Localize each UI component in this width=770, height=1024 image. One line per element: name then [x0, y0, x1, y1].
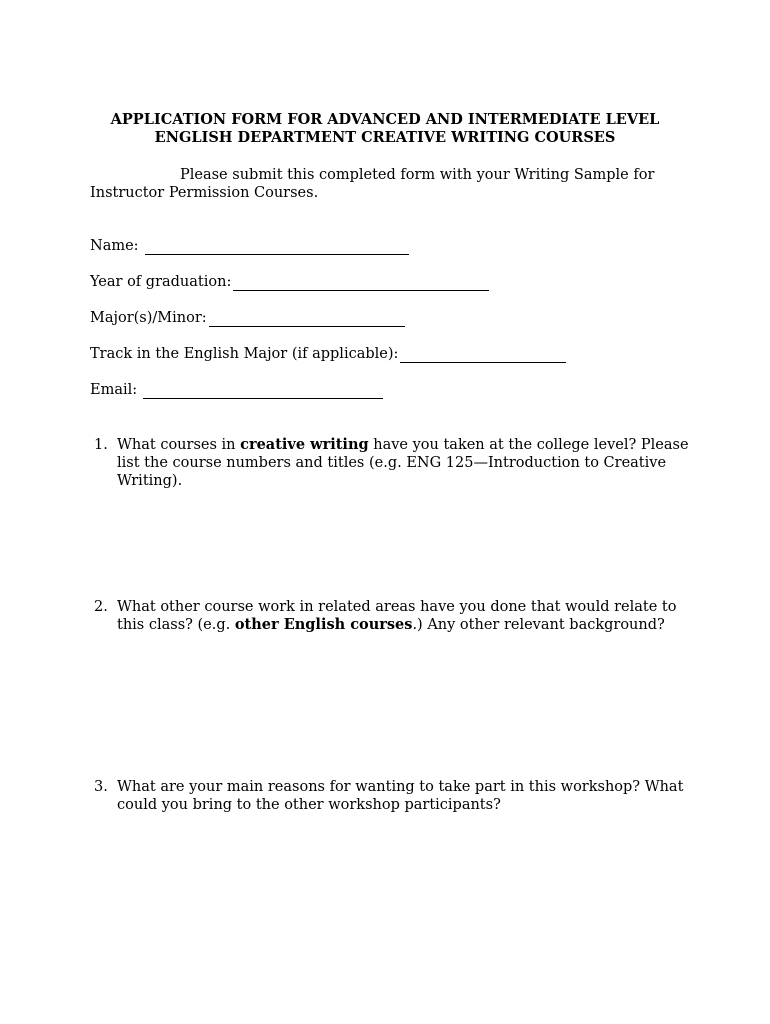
question-2-number: 2.	[94, 599, 108, 615]
form-title	[90, 111, 680, 147]
question-2-emphasis: other English courses	[234, 616, 413, 633]
major-minor-field[interactable]	[90, 309, 405, 327]
intro-text: Please submit this completed form with your Writing Sample for Instructor Permission Courses.	[90, 167, 655, 201]
intro-paragraph	[90, 166, 690, 202]
email-field[interactable]	[90, 381, 383, 399]
track-field[interactable]	[90, 345, 566, 363]
major-minor-label: Major(s)/Minor:	[90, 310, 207, 326]
email-label: Email:	[90, 382, 138, 398]
year-of-graduation-blank-line[interactable]	[233, 276, 489, 291]
question-3-text: What are your main reasons for wanting to take part in this workshop? What could you bring to the other workshop participants?	[117, 779, 684, 813]
major-minor-blank-line[interactable]	[209, 312, 405, 327]
track-blank-line[interactable]	[400, 348, 566, 363]
question-3-number: 3.	[94, 779, 108, 795]
form-title-line-1: APPLICATION FORM FOR ADVANCED AND INTERMEDIATE LEVEL	[110, 111, 660, 128]
name-blank-line[interactable]	[145, 240, 409, 255]
question-1-emphasis: creative writing	[240, 436, 369, 453]
question-1-number: 1.	[94, 437, 108, 453]
year-of-graduation-label: Year of graduation:	[90, 274, 232, 290]
question-1	[90, 436, 690, 490]
name-label: Name:	[90, 238, 139, 254]
form-title-line-2: ENGLISH DEPARTMENT CREATIVE WRITING COURSES	[154, 129, 616, 146]
year-of-graduation-field[interactable]	[90, 273, 489, 291]
email-blank-line[interactable]	[143, 384, 383, 399]
name-field[interactable]	[90, 237, 409, 255]
question-2-text: What other course work in related areas have you done that would relate to this class? (e.g. other English courses.) Any other relevant background?	[117, 599, 677, 633]
track-label: Track in the English Major (if applicable):	[90, 346, 399, 362]
question-1-text: What courses in creative writing have you taken at the college level? Please list the course numbers and titles (e.g. ENG 125—Introduction to Creative Writing).	[117, 436, 689, 489]
question-3	[90, 778, 690, 814]
question-2	[90, 598, 690, 634]
